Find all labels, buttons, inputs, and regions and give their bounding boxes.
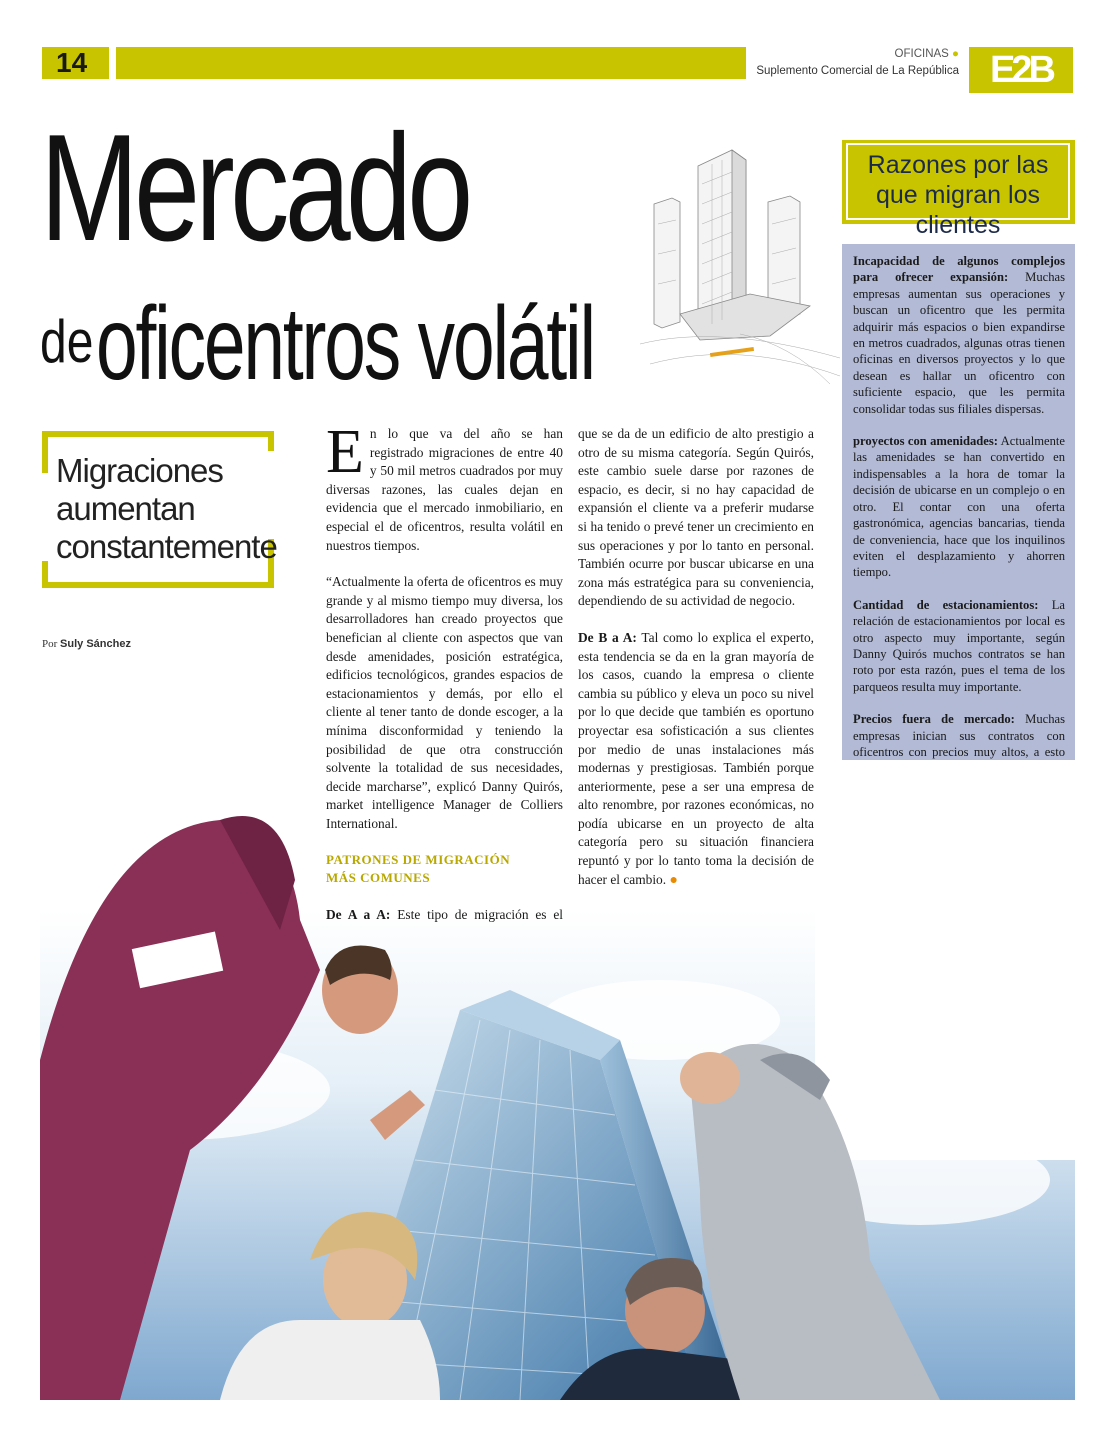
publication-logo	[969, 47, 1073, 93]
sidebar-item-text: Actualmente las amenidades se han convertido en indispensables a la hora de tomar la decisión de ubicarse en un complejo o en otro. El contar con una oferta gastronómica, agencias bancarias, tienda de conveniencia, hace que los inquilinos eviten el desplazamiento y ahorren tiempo.	[853, 434, 1065, 580]
sidebar-item-text: Muchas empresas aumentan sus operaciones y buscan un oficentro que les permita adquirir más espacios o bien expandirse en metros cuadrados, algunas otras tienen oficinas en diversos proyectos y lo que desean es hallar un oficentro con suficiente espacio, que les permita consolidar todas sus filiales dispersas.	[853, 270, 1065, 416]
section-label	[895, 48, 959, 60]
subtitle: Migraciones aumentan constantemente	[56, 452, 277, 565]
page-number: 14	[42, 47, 109, 79]
headline-secondary: oficentros volátil	[96, 286, 595, 402]
article-column-2	[578, 425, 814, 908]
logo-text: E2B	[990, 49, 1052, 91]
article-paragraph	[578, 629, 814, 890]
section-name: OFICINAS	[894, 48, 949, 60]
byline-author: Suly Sánchez	[60, 638, 131, 650]
paragraph-lead: De B a A:	[578, 629, 637, 645]
paragraph-text: n lo que va del año se han registrado migraciones de entre 40 y 50 mil metros cuadrados por muy diversas razones, las cuales dejan en evidencia que el mercado inmobiliario, en especial el de oficentros, resulta volátil en nuestros tiempos.	[326, 426, 563, 553]
sidebar-item-lead: Cantidad de estacionamientos:	[853, 597, 1039, 612]
article-paragraph	[326, 906, 563, 925]
paragraph-text: Tal como lo explica el experto, esta tendencia se da en la gran mayoría de los casos, cuando la empresa o cliente cambia su público y eleva un poco su nivel por lo que decide que también es oportuno proyectar esa sofisticación a sus clientes por medio de unas instalaciones más modernas y prestigiosas. También porque anteriormente, pese a ser una empresa de alto renombre, por razones económicas, no podía ubicarse en un proyecto de alta categoría pero su situación financiera repuntó y por lo tanto toma la decisión de hacer el cambio.	[578, 629, 814, 887]
sidebar-item-lead: proyectos con amenidades:	[853, 434, 998, 449]
header-bar	[116, 47, 746, 79]
sidebar-item-text: Muchas empresas inician sus contratos con oficentros con precios muy altos, a esto	[853, 712, 1065, 759]
supplement-label: Suplemento Comercial de La República	[756, 65, 959, 77]
article-column-1-bottom	[326, 906, 563, 925]
section-heading	[326, 851, 563, 887]
article-paragraph: “Actualmente la oferta de oficentros es muy grande y al mismo tiempo muy diversa, los desarrolladores han creado proyectos que benefician al cliente con aspectos que van desde amenidades, posición estratégica, edificios tecnológicos, grandes espacios de estacionamientos y demás, por ello el cliente al tener tanto de donde escoger, a la mínima disconformidad y teniendo la posibilidad de que otra construcción solvente la totalidad de sus necesidades, decide marcharse”, explicó Danny Quirós, market intelligence Manager de Colliers International.	[326, 574, 563, 831]
article-paragraph	[326, 418, 563, 555]
sidebar-item	[853, 253, 1065, 417]
sidebar-item	[853, 597, 1065, 695]
section-heading-line-1: PATRONES DE MIGRACIÓN	[326, 852, 511, 868]
headline-connector: de	[40, 308, 94, 375]
sidebar-item-lead: Precios fuera de mercado:	[853, 712, 1015, 727]
building-sketch-illustration	[640, 144, 840, 384]
drop-cap: E	[326, 418, 364, 486]
sidebar-item-text: La relación de estacionamientos por local es otro aspecto muy importante, según Danny Quirós muchos contratos se han roto por esta razón, pues el tema de los parqueos resulta muy importante.	[853, 597, 1065, 694]
byline-prefix: Por	[42, 638, 58, 650]
sidebar-item	[853, 433, 1065, 581]
paragraph-lead: De A a A:	[326, 907, 391, 922]
article-column-1	[326, 418, 563, 887]
sidebar-item-lead: Incapacidad de algunos complejos para ofrecer expansión:	[853, 254, 1065, 285]
byline	[42, 638, 131, 650]
article-paragraph: que se da de un edificio de alto prestigio a otro de su misma categoría. Según Quirós, este cambio suele darse por razones de espacio, es decir, si no hay capacidad de expansión el cliente va a preferir mudarse si ha tenido o prevé tener un crecimiento en sus operaciones y por lo tanto en personal. También ocurre por buscar ubicarse en una zona más estratégica para su conveniencia, dependiendo de su actividad de negocio.	[578, 426, 814, 609]
section-dot-icon: ●	[952, 48, 959, 60]
section-heading-line-2: MÁS COMUNES	[326, 870, 431, 886]
paragraph-text: Este tipo de migración es el	[390, 907, 564, 922]
end-of-article-dot-icon: ●	[669, 872, 678, 888]
headline-main: Mercado	[40, 103, 469, 273]
sidebar-title: Razones por las que migran los clientes	[867, 151, 1049, 239]
